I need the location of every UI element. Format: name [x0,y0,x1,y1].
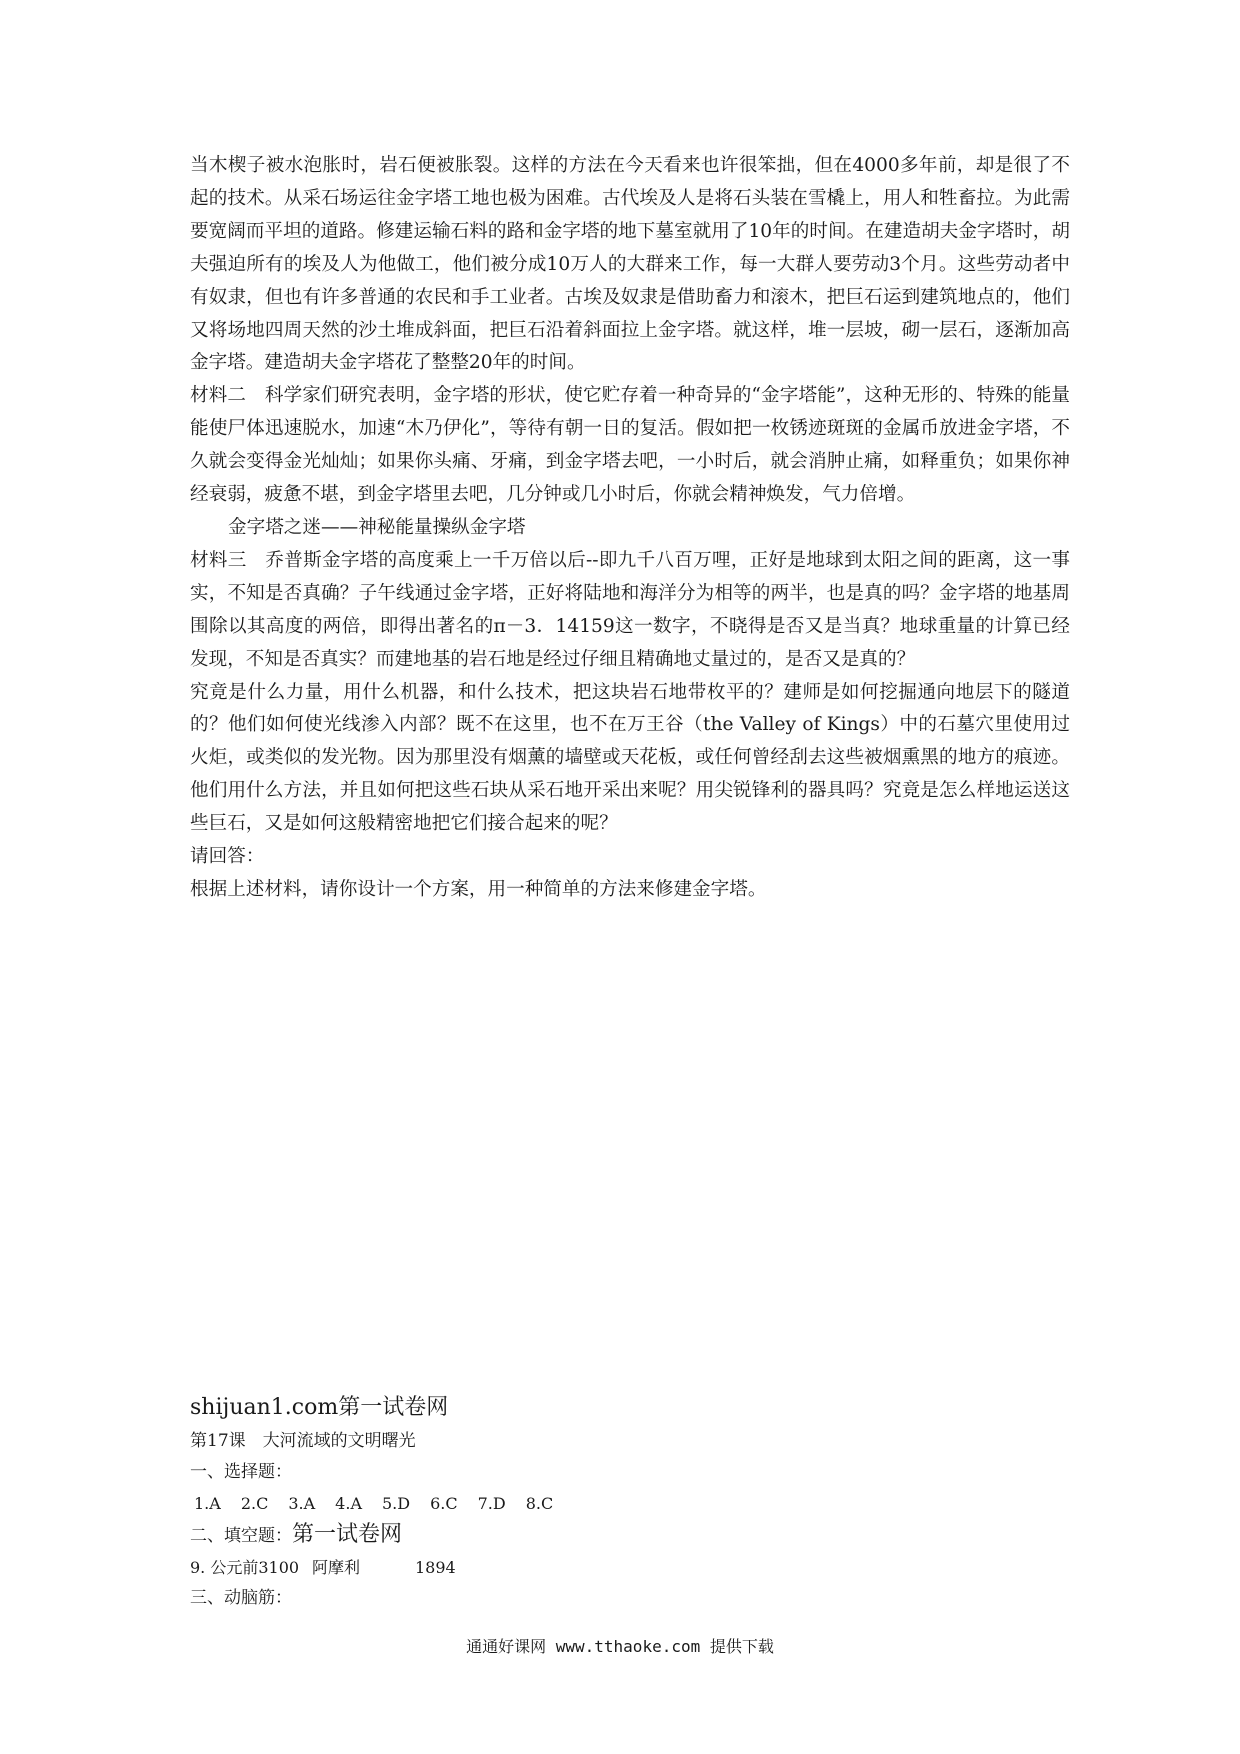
fill-in-answers [190,1552,1070,1583]
material-one-continued: 当木楔子被水泡胀时，岩石便被胀裂。这样的方法在今天看来也许很笨拙，但在4000多年前，却是很了不起的技术。从采石场运往金字塔工地也极为困难。古代埃及人是将石头装在雪橇上，用人和牲畜拉。为此需要宽阔而平坦的道路。修建运输石料的路和金字塔的地下墓室就用了10年的时间。在建造胡夫金字塔时，胡夫强迫所有的埃及人为他做工，他们被分成10万人的大群来工作，每一大群人要劳动3个月。这些劳动者中有奴隶，但也有许多普通的农民和手工业者。古埃及奴隶是借助畜力和滚木，把巨石运到建筑地点的，他们又将场地四周天然的沙土堆成斜面，把巨石沿着斜面拉上金字塔。就这样，堆一层坡，砌一层石，逐渐加高金字塔。建造胡夫金字塔花了整整20年的时间。 [190,155,1070,374]
section-fill-site: 第一试卷网 [292,1522,403,1547]
choice-answer: 6.C [430,1494,458,1513]
section-subheading: 金字塔之迷——神秘能量操纵金字塔 [228,516,526,538]
question-task: 根据上述材料，请你设计一个方案，用一种简单的方法来修建金字塔。 [190,878,767,900]
material-three-questions: 究竟是什么力量，用什么机器，和什么技术，把这块岩石地带枚平的？建师是如何挖掘通向地层下的隧道的？他们如何使光线渗入内部？既不在这里，也不在万王谷（the Valley of Kings）中的石墓穴里使用过火炬，或类似的发光物。因为那里没有烟薰的墙壁或天花板，或任何曾经刮去这些被烟熏黑的地方的痕迹。他们用什么方法，并且如何把这些石块从采石地开采出来呢？用尖锐锋利的器具吗？究竟是怎么样地运送这些巨石，又是如何这般精密地把它们接合起来的呢？ [190,681,1070,835]
material-two: 材料二 科学家们研究表明，金字塔的形状，使它贮存着一种奇异的“金字塔能”，这种无形的、特殊的能量能使尸体迅速脱水，加速“木乃伊化”，等待有朝一日的复活。假如把一枚锈迹斑斑的金属币放进金字塔，不久就会变得金光灿灿；如果你头痛、牙痛，到金字塔去吧，一小时后，就会消肿止痛，如释重负；如果你神经衰弱，疲惫不堪，到金字塔里去吧，几分钟或几小时后，你就会精神焕发，气力倍增。 [190,385,1070,506]
question-prompt: 请回答： [190,846,265,868]
choice-answers [190,1488,1070,1519]
section-thinking-title: 三、动脑筋： [190,1588,292,1608]
section-fill-title: 二、填空题： [190,1526,292,1546]
choice-answer: 2.C [240,1494,269,1513]
fill-answer-year: 1894 [415,1558,456,1577]
fill-answer-date: 9. 公元前3100 [190,1558,300,1577]
material-three: 材料三 乔普斯金字塔的高度乘上一千万倍以后--即九千八百万哩，正好是地球到太阳之间的距离，这一事实，不知是否真确？子午线通过金字塔，正好将陆地和海洋分为相等的两半，也是真的吗？金字塔的地基周围除以其高度的两倍，即得出著名的π－3．14159这一数字，不晓得是否又是当真？地球重量的计算已经发现，不知是否真实？而建地基的岩石地是经过仔细且精确地丈量过的，是否又是真的？ [190,549,1070,670]
section-choice-title: 一、选择题： [190,1462,292,1482]
answer-key [190,1390,1070,1614]
choice-answer: 8.C [525,1494,554,1513]
material-text [190,150,1070,907]
choice-answer: 5.D [382,1494,411,1513]
choice-answer: 7.D [477,1494,506,1513]
choice-answer: 3.A [288,1494,316,1513]
lesson-title: 第17课 大河流域的文明曙光 [190,1431,416,1451]
site-header: shijuan1.com第一试卷网 [190,1395,449,1420]
section-fill-title-line [190,1519,1070,1552]
choice-answer: 4.A [335,1494,362,1513]
choice-answer: 1.A [194,1494,221,1513]
fill-answer-people: 阿摩利 [312,1558,361,1577]
page-footer: 通通好课网 www.tthaoke.com 提供下载 [466,1637,774,1656]
